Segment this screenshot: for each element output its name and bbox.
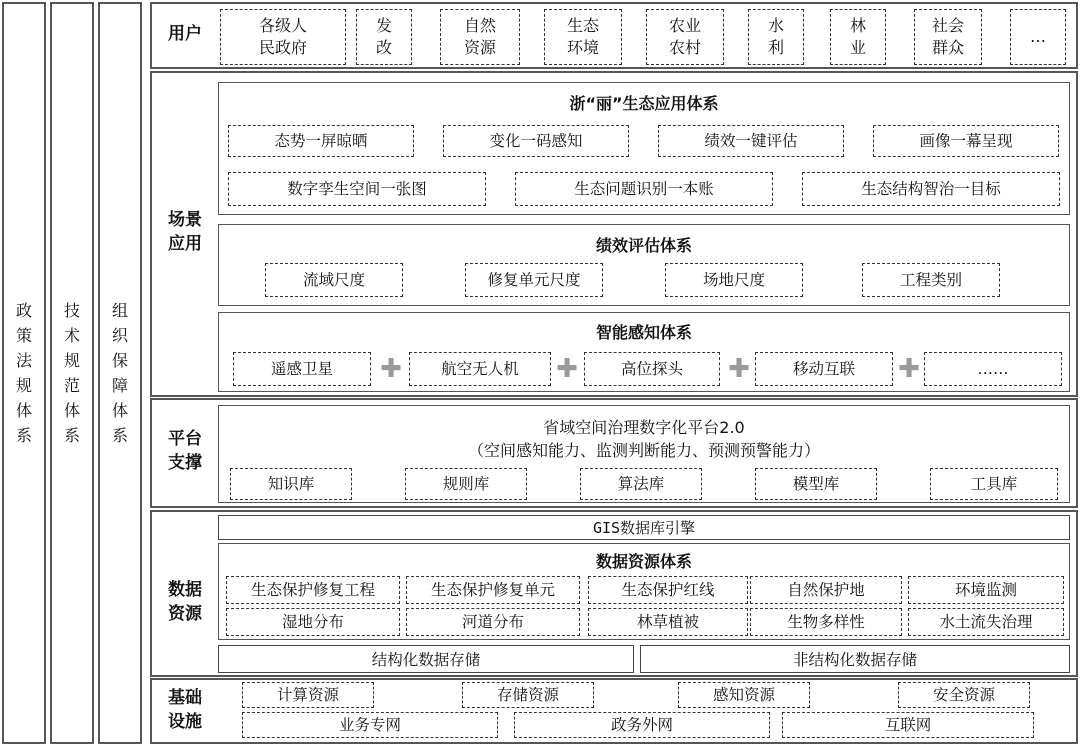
user-item xyxy=(914,9,982,65)
sense-source-box: 高位探头 xyxy=(584,352,720,386)
sense-system-title: 智能感知体系 xyxy=(595,323,692,342)
scenario-label xyxy=(160,208,210,256)
layer-label-line: 资源 xyxy=(168,604,202,624)
app-function-box: 画像一幕呈现 xyxy=(873,125,1059,157)
user-item xyxy=(440,9,520,65)
plus-icon: ✚ xyxy=(380,354,402,384)
user-item-line: 利 xyxy=(767,38,784,57)
layer-label-line: 数据 xyxy=(168,580,202,600)
data-category-box: 生态保护红线 xyxy=(588,576,748,604)
user-item: … xyxy=(1010,9,1066,65)
sense-source-box: …… xyxy=(924,352,1062,386)
data-category-box: 林草植被 xyxy=(588,608,748,636)
side-column-label: 政策法规体系 xyxy=(16,301,33,445)
data-label xyxy=(160,578,210,626)
infra-resource-box: 计算资源 xyxy=(242,682,374,708)
sense-source-box: 移动互联 xyxy=(755,352,893,386)
app-function-box: 变化一码感知 xyxy=(443,125,629,157)
side-column-tech xyxy=(50,2,94,744)
user-item xyxy=(220,9,346,65)
app-system-title: 浙“丽”生态应用体系 xyxy=(569,94,719,113)
data-category-box: 自然保护地 xyxy=(750,576,902,604)
gis-engine-box: GIS数据库引擎 xyxy=(218,515,1070,540)
user-item-line: 民政府 xyxy=(258,38,307,57)
layer-label-line: 设施 xyxy=(168,712,202,732)
user-item-line: 自然 xyxy=(463,16,496,35)
side-column-policy xyxy=(2,2,46,744)
user-item xyxy=(356,9,412,65)
infra-resource-box: 感知资源 xyxy=(678,682,810,708)
users-label: 用户 xyxy=(168,24,202,44)
plus-icon: ✚ xyxy=(728,354,750,384)
platform-library-box: 知识库 xyxy=(230,468,352,500)
data-category-box: 生态保护修复单元 xyxy=(406,576,580,604)
eval-system-title: 绩效评估体系 xyxy=(595,236,692,255)
data-category-box: 水土流失治理 xyxy=(908,608,1064,636)
app-function-box: 数字孪生空间一张图 xyxy=(228,172,486,206)
data-system-title: 数据资源体系 xyxy=(595,552,692,571)
user-item-line: 改 xyxy=(375,38,392,57)
user-item-line: 农村 xyxy=(668,38,701,57)
layer-label-line: 基础 xyxy=(168,688,202,708)
eval-scale-box: 流域尺度 xyxy=(265,263,403,297)
app-function-box: 生态结构智治一目标 xyxy=(802,172,1060,206)
user-item-line: 环境 xyxy=(566,38,599,57)
platform-library-box: 工具库 xyxy=(930,468,1058,500)
platform-library-box: 规则库 xyxy=(405,468,527,500)
infra-network-box: 政务外网 xyxy=(514,712,770,738)
side-column-label: 技术规范体系 xyxy=(64,301,81,445)
user-item-line: 各级人 xyxy=(258,16,307,35)
platform-library-box: 算法库 xyxy=(580,468,702,500)
user-item-line: 资源 xyxy=(463,38,496,57)
app-function-box: 绩效一键评估 xyxy=(658,125,844,157)
data-category-box: 环境监测 xyxy=(908,576,1064,604)
layer-label-line: 平台 xyxy=(168,429,202,449)
plus-icon: ✚ xyxy=(556,354,578,384)
infra-resource-box: 存储资源 xyxy=(462,682,594,708)
app-function-box: 态势一屏晾晒 xyxy=(228,125,414,157)
user-item-line: 水 xyxy=(767,16,784,35)
platform-label xyxy=(160,427,210,475)
data-category-box: 湿地分布 xyxy=(226,608,400,636)
eval-scale-box: 工程类别 xyxy=(862,263,1000,297)
data-category-box: 生物多样性 xyxy=(750,608,902,636)
app-function-box: 生态问题识别一本账 xyxy=(515,172,773,206)
sense-source-box: 遥感卫星 xyxy=(233,352,371,386)
user-item xyxy=(646,9,724,65)
eval-scale-box: 修复单元尺度 xyxy=(465,263,603,297)
user-item-line: 群众 xyxy=(931,38,964,57)
side-column-label: 组织保障体系 xyxy=(112,301,129,445)
infra-network-box: 业务专网 xyxy=(242,712,498,738)
user-item-line: 社会 xyxy=(931,16,964,35)
plus-icon: ✚ xyxy=(898,354,920,384)
user-item-line: 林 xyxy=(849,16,866,35)
platform-library-box: 模型库 xyxy=(755,468,877,500)
user-item-line: 发 xyxy=(375,16,392,35)
user-item-line: 生态 xyxy=(566,16,599,35)
side-column-org xyxy=(98,2,142,744)
sense-source-box: 航空无人机 xyxy=(409,352,551,386)
infra-network-box: 互联网 xyxy=(782,712,1034,738)
user-item-line: 业 xyxy=(849,38,866,57)
data-category-box: 河道分布 xyxy=(406,608,580,636)
layer-label-line: 场景 xyxy=(168,210,202,230)
user-item xyxy=(748,9,804,65)
eval-scale-box: 场地尺度 xyxy=(665,263,803,297)
infra-resource-box: 安全资源 xyxy=(898,682,1030,708)
unstructured-storage-box: 非结构化数据存储 xyxy=(640,645,1070,673)
platform-subtitle: （空间感知能力、监测判断能力、预测预警能力） xyxy=(467,441,820,460)
user-item xyxy=(830,9,886,65)
platform-title: 省域空间治理数字化平台2.0 xyxy=(543,418,745,437)
data-category-box: 生态保护修复工程 xyxy=(226,576,400,604)
structured-storage-box: 结构化数据存储 xyxy=(218,645,634,673)
layer-label-line: 应用 xyxy=(168,234,202,254)
infra-label xyxy=(160,686,210,734)
layer-label-line: 支撑 xyxy=(168,453,202,473)
user-item xyxy=(544,9,622,65)
user-item-line: 农业 xyxy=(668,16,701,35)
